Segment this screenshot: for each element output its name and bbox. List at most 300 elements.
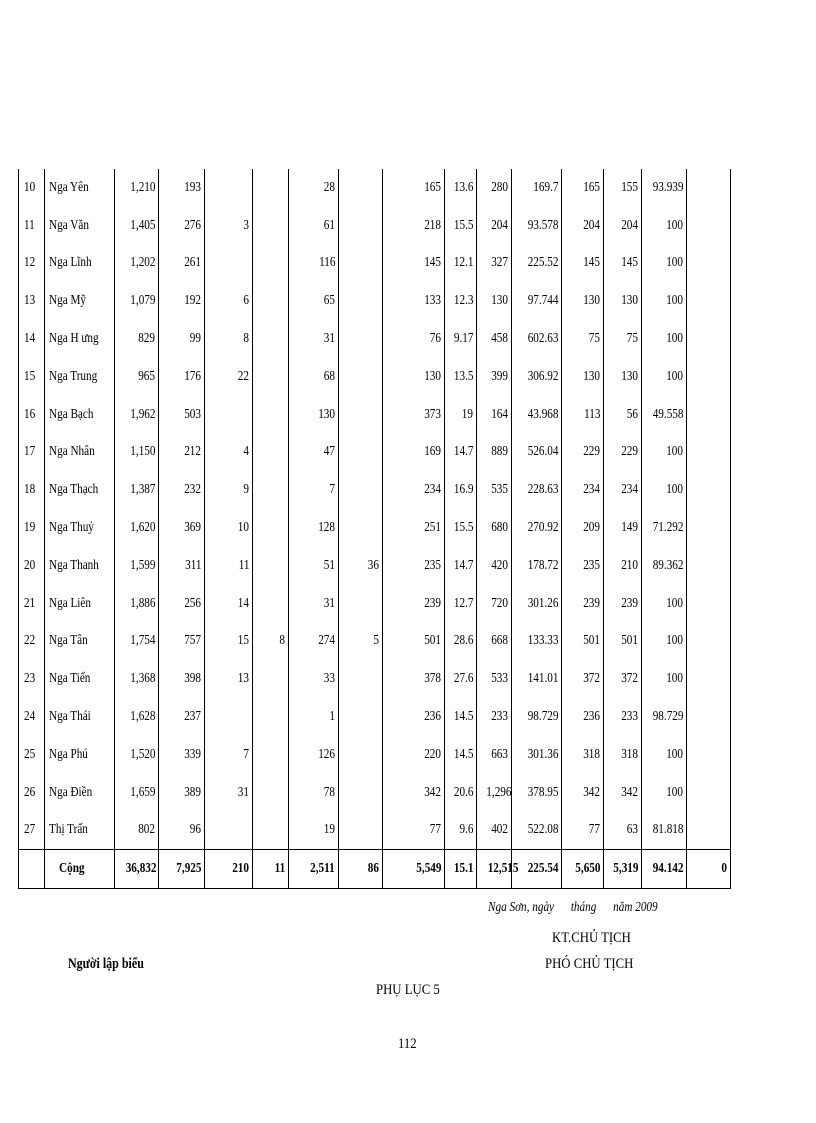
cell-text: 235	[583, 557, 600, 573]
cell-text: 14.5	[453, 709, 473, 725]
cell-c8	[445, 358, 477, 396]
cell-c10	[512, 207, 562, 245]
cell-c12	[604, 207, 642, 245]
cell-text: 663	[491, 746, 508, 762]
cell-c13	[642, 509, 687, 547]
cell-text: 829	[138, 331, 155, 347]
cell-c14	[687, 169, 731, 207]
cell-text: 9.6	[459, 822, 473, 838]
cell-c10	[512, 774, 562, 812]
cell-c1	[115, 812, 159, 850]
cell-c3	[205, 396, 253, 434]
cell-text: 234	[621, 482, 638, 498]
cell-c6	[339, 812, 383, 850]
cell-c8	[445, 547, 477, 585]
cell-c11	[562, 509, 604, 547]
cell-c13	[642, 471, 687, 509]
cell-text: 501	[583, 633, 600, 649]
cell-stt	[19, 623, 45, 661]
table-row	[19, 282, 731, 320]
cell-c13	[642, 698, 687, 736]
cell-c5	[289, 169, 339, 207]
cell-c9	[477, 471, 512, 509]
cell-name	[45, 245, 115, 283]
cell-text: 89.362	[652, 557, 684, 573]
cell-text: 165	[583, 179, 600, 195]
cell-name	[45, 471, 115, 509]
cell-text: 27.6	[453, 671, 473, 687]
cell-c14	[687, 736, 731, 774]
cell-name	[45, 282, 115, 320]
cell-text: 458	[491, 331, 508, 347]
cell-c10	[512, 434, 562, 472]
cell-stt	[19, 396, 45, 434]
cell-text: 33	[323, 671, 335, 687]
cell-text: 23	[24, 671, 36, 687]
cell-text: 378.95	[527, 784, 558, 800]
cell-text: 16	[24, 406, 36, 422]
cell-text: 31	[323, 595, 335, 611]
cell-text: 11	[24, 217, 35, 233]
cell-text: 14	[24, 331, 36, 347]
cell-text: 270.92	[527, 520, 558, 536]
cell-c8	[445, 660, 477, 698]
cell-c5	[289, 396, 339, 434]
cell-text: 503	[184, 406, 201, 422]
cell-c3	[205, 509, 253, 547]
cell-text: 342	[583, 784, 600, 800]
cell-c4	[253, 396, 289, 434]
table-row	[19, 812, 731, 850]
cell-text: Nga Thạch	[49, 482, 99, 498]
cell-text: 192	[184, 293, 201, 309]
cell-text: 232	[184, 482, 201, 498]
cell-text: 378	[424, 671, 441, 687]
cell-text: 301.36	[527, 746, 558, 762]
cell-c7	[383, 774, 445, 812]
cell-text: 372	[621, 671, 638, 687]
cell-text: 757	[184, 633, 201, 649]
cell-c2	[159, 623, 205, 661]
data-table-container	[18, 169, 730, 889]
cell-text: 14.5	[453, 746, 473, 762]
cell-text: 14.7	[453, 444, 473, 460]
cell-c12	[604, 434, 642, 472]
signatory-vice-title: PHÓ CHỦ TỊCH	[545, 956, 634, 972]
cell-c5	[289, 471, 339, 509]
cell-text: 76	[429, 331, 441, 347]
cell-c13	[642, 245, 687, 283]
cell-c5	[289, 320, 339, 358]
cell-text: 15.5	[453, 217, 473, 233]
cell-c13	[642, 812, 687, 850]
cell-c1	[115, 623, 159, 661]
cell-text: 7	[329, 482, 335, 498]
cell-c12	[604, 282, 642, 320]
cell-c6	[339, 698, 383, 736]
table-row	[19, 207, 731, 245]
cell-c8	[445, 207, 477, 245]
cell-c13	[642, 547, 687, 585]
cell-text: Thị Trấn	[49, 822, 88, 838]
cell-c13	[642, 358, 687, 396]
cell-c3	[205, 736, 253, 774]
cell-c10	[512, 245, 562, 283]
cell-text: 22	[237, 368, 249, 384]
cell-c14	[687, 774, 731, 812]
cell-text: 98.729	[527, 709, 558, 725]
cell-c9	[477, 623, 512, 661]
cell-text: 19	[461, 406, 473, 422]
cell-c2	[159, 698, 205, 736]
cell-text: 8	[279, 633, 285, 649]
cell-c10	[512, 736, 562, 774]
cell-c9	[477, 282, 512, 320]
cell-text: Nga Thuỷ	[49, 520, 94, 536]
cell-c5	[289, 736, 339, 774]
cell-text: 49.558	[652, 406, 684, 422]
cell-c10	[512, 509, 562, 547]
cell-text: 5,319	[613, 861, 639, 877]
cell-text: 306.92	[527, 368, 558, 384]
cell-c12	[604, 320, 642, 358]
cell-text: 342	[424, 784, 441, 800]
cell-c12	[604, 736, 642, 774]
cell-text: 9	[243, 482, 249, 498]
cell-text: 36,832	[125, 861, 157, 877]
cell-text: 65	[323, 293, 335, 309]
cell-c14	[687, 585, 731, 623]
signatory-kt-title: KT.CHỦ TỊCH	[552, 930, 631, 946]
cell-text: Nga Nhân	[49, 444, 95, 460]
cell-c6	[339, 471, 383, 509]
cell-c5	[289, 698, 339, 736]
cell-c4	[253, 169, 289, 207]
cell-c4	[253, 585, 289, 623]
cell-stt	[19, 547, 45, 585]
cell-text: 535	[491, 482, 508, 498]
cell-c3	[205, 434, 253, 472]
cell-c12	[604, 471, 642, 509]
cell-text: 369	[184, 520, 201, 536]
cell-text: 1,599	[129, 557, 155, 573]
cell-text: 251	[424, 520, 441, 536]
cell-c14	[687, 660, 731, 698]
cell-text: Nga Liên	[49, 595, 91, 611]
cell-c6	[339, 509, 383, 547]
cell-c8	[445, 169, 477, 207]
cell-c8	[445, 623, 477, 661]
cell-text: 234	[583, 482, 600, 498]
cell-name	[45, 547, 115, 585]
cell-text: 4	[243, 444, 249, 460]
cell-text: 145	[424, 255, 441, 271]
cell-c5	[289, 585, 339, 623]
cell-c4	[253, 434, 289, 472]
cell-text: 1,886	[129, 595, 155, 611]
cell-text: 31	[323, 331, 335, 347]
cell-c10	[512, 547, 562, 585]
cell-text: 301.26	[527, 595, 558, 611]
cell-c11	[562, 547, 604, 585]
cell-text: 100	[666, 331, 683, 347]
cell-c6	[339, 774, 383, 812]
cell-text: 11	[274, 861, 285, 877]
cell-c9	[477, 698, 512, 736]
cell-text: 14	[237, 595, 249, 611]
cell-name	[45, 358, 115, 396]
cell-c11	[562, 282, 604, 320]
cell-text: 13	[237, 671, 249, 687]
cell-c7	[383, 585, 445, 623]
cell-text: 235	[424, 557, 441, 573]
cell-c8	[445, 812, 477, 850]
cell-c13	[642, 850, 687, 889]
cell-c9	[477, 509, 512, 547]
cell-c8	[445, 282, 477, 320]
cell-c14	[687, 358, 731, 396]
cell-c1	[115, 850, 159, 889]
cell-text: 522.08	[527, 822, 558, 838]
cell-c13	[642, 207, 687, 245]
cell-c2	[159, 282, 205, 320]
cell-text: 75	[626, 331, 638, 347]
cell-text: 81.818	[652, 822, 684, 838]
cell-text: 228.63	[527, 482, 558, 498]
cell-text: 28	[323, 179, 335, 195]
cell-name	[45, 660, 115, 698]
cell-c11	[562, 774, 604, 812]
cell-c6	[339, 660, 383, 698]
cell-text: 36	[367, 557, 379, 573]
cell-text: 141.01	[527, 671, 558, 687]
cell-text: 78	[323, 784, 335, 800]
cell-stt	[19, 698, 45, 736]
cell-c6	[339, 320, 383, 358]
cell-c12	[604, 660, 642, 698]
cell-c4	[253, 547, 289, 585]
cell-text: 99	[189, 331, 201, 347]
cell-c9	[477, 660, 512, 698]
cell-text: 20.6	[453, 784, 473, 800]
cell-text: 2,511	[310, 861, 335, 877]
cell-stt	[19, 169, 45, 207]
cell-text: Nga Thái	[49, 709, 91, 725]
cell-text: Cộng	[59, 861, 85, 877]
cell-c9	[477, 320, 512, 358]
cell-c10	[512, 396, 562, 434]
cell-text: 7	[243, 746, 249, 762]
cell-c12	[604, 585, 642, 623]
cell-text: 318	[621, 746, 638, 762]
cell-c10	[512, 320, 562, 358]
cell-text: 204	[491, 217, 508, 233]
cell-stt	[19, 660, 45, 698]
cell-c8	[445, 245, 477, 283]
cell-text: 61	[323, 217, 335, 233]
cell-c10	[512, 358, 562, 396]
cell-c1	[115, 320, 159, 358]
cell-text: 680	[491, 520, 508, 536]
cell-c6	[339, 585, 383, 623]
cell-name	[45, 850, 115, 889]
cell-stt	[19, 358, 45, 396]
cell-name	[45, 169, 115, 207]
cell-c2	[159, 812, 205, 850]
cell-text: 100	[666, 633, 683, 649]
cell-c11	[562, 736, 604, 774]
cell-c14	[687, 320, 731, 358]
cell-text: 68	[323, 368, 335, 384]
cell-text: 229	[583, 444, 600, 460]
cell-text: 169.7	[532, 179, 558, 195]
cell-c7	[383, 547, 445, 585]
cell-text: 280	[491, 179, 508, 195]
cell-c4	[253, 471, 289, 509]
cell-name	[45, 812, 115, 850]
cell-c4	[253, 623, 289, 661]
cell-text: Nga Điền	[49, 784, 93, 800]
cell-c6	[339, 282, 383, 320]
cell-text: 15	[24, 368, 36, 384]
cell-text: 802	[138, 822, 155, 838]
cell-c11	[562, 623, 604, 661]
cell-c3	[205, 471, 253, 509]
cell-text: 100	[666, 444, 683, 460]
cell-c4	[253, 736, 289, 774]
table-row	[19, 471, 731, 509]
cell-c9	[477, 434, 512, 472]
cell-c6	[339, 736, 383, 774]
cell-c7	[383, 434, 445, 472]
cell-text: 1	[329, 709, 335, 725]
cell-c2	[159, 660, 205, 698]
cell-c12	[604, 245, 642, 283]
cell-text: 372	[583, 671, 600, 687]
cell-c2	[159, 245, 205, 283]
cell-c8	[445, 396, 477, 434]
cell-c14	[687, 434, 731, 472]
cell-c14	[687, 547, 731, 585]
cell-text: 10	[24, 179, 36, 195]
cell-c1	[115, 245, 159, 283]
cell-c6	[339, 169, 383, 207]
cell-name	[45, 509, 115, 547]
cell-text: 236	[583, 709, 600, 725]
cell-c5	[289, 660, 339, 698]
cell-text: 116	[318, 255, 335, 271]
cell-c14	[687, 207, 731, 245]
cell-text: 164	[491, 406, 508, 422]
cell-c6	[339, 623, 383, 661]
cell-text: 420	[491, 557, 508, 573]
cell-text: 1,210	[129, 179, 155, 195]
cell-text: Nga H ưng	[49, 331, 99, 347]
cell-text: Nga Bạch	[49, 406, 94, 422]
cell-text: Nga Trung	[49, 368, 98, 384]
cell-c1	[115, 282, 159, 320]
cell-text: 176	[184, 368, 201, 384]
cell-c8	[445, 509, 477, 547]
cell-c9	[477, 169, 512, 207]
cell-stt	[19, 774, 45, 812]
cell-text: 720	[491, 595, 508, 611]
table-row	[19, 245, 731, 283]
table-row	[19, 585, 731, 623]
cell-text: 22	[24, 633, 36, 649]
cell-text: 5,650	[574, 861, 600, 877]
cell-c3	[205, 207, 253, 245]
cell-text: 501	[621, 633, 638, 649]
cell-c12	[604, 509, 642, 547]
cell-c2	[159, 509, 205, 547]
cell-text: 31	[237, 784, 249, 800]
cell-text: 100	[666, 255, 683, 271]
cell-text: 210	[232, 861, 249, 877]
cell-text: 1,368	[129, 671, 155, 687]
cell-c6	[339, 850, 383, 889]
cell-text: 1,620	[129, 520, 155, 536]
cell-c3	[205, 358, 253, 396]
cell-text: 100	[666, 482, 683, 498]
cell-c11	[562, 320, 604, 358]
cell-c9	[477, 245, 512, 283]
cell-text: 27	[24, 822, 36, 838]
cell-c9	[477, 850, 519, 889]
cell-name	[45, 434, 115, 472]
cell-text: 56	[626, 406, 638, 422]
cell-c8	[445, 698, 477, 736]
cell-text: Nga Phú	[49, 746, 88, 762]
cell-c7	[383, 320, 445, 358]
cell-text: 218	[424, 217, 441, 233]
cell-c3	[205, 660, 253, 698]
cell-c2	[159, 471, 205, 509]
cell-c14	[687, 396, 731, 434]
cell-c4	[253, 282, 289, 320]
cell-text: 130	[621, 368, 638, 384]
cell-text: 1,296	[486, 784, 512, 800]
cell-c10	[512, 850, 562, 889]
cell-text: 16.9	[453, 482, 473, 498]
cell-c7	[383, 282, 445, 320]
cell-c9	[477, 736, 512, 774]
cell-c5	[289, 623, 339, 661]
cell-c4	[253, 207, 289, 245]
cell-stt	[19, 245, 45, 283]
cell-c14	[687, 245, 731, 283]
cell-text: 237	[184, 709, 201, 725]
cell-c2	[159, 396, 205, 434]
cell-stt	[19, 434, 45, 472]
cell-c11	[562, 812, 604, 850]
cell-c1	[115, 736, 159, 774]
cell-text: 889	[491, 444, 508, 460]
cell-c9	[477, 358, 512, 396]
cell-c6	[339, 434, 383, 472]
cell-text: 1,079	[129, 293, 155, 309]
cell-c4	[253, 660, 289, 698]
cell-text: 339	[184, 746, 201, 762]
cell-text: 12.3	[453, 293, 473, 309]
cell-text: 9.17	[453, 331, 473, 347]
cell-text: 169	[424, 444, 441, 460]
cell-c12	[604, 850, 642, 889]
cell-c13	[642, 660, 687, 698]
cell-text: 212	[184, 444, 201, 460]
cell-stt	[19, 812, 45, 850]
cell-text: 1,387	[129, 482, 155, 498]
